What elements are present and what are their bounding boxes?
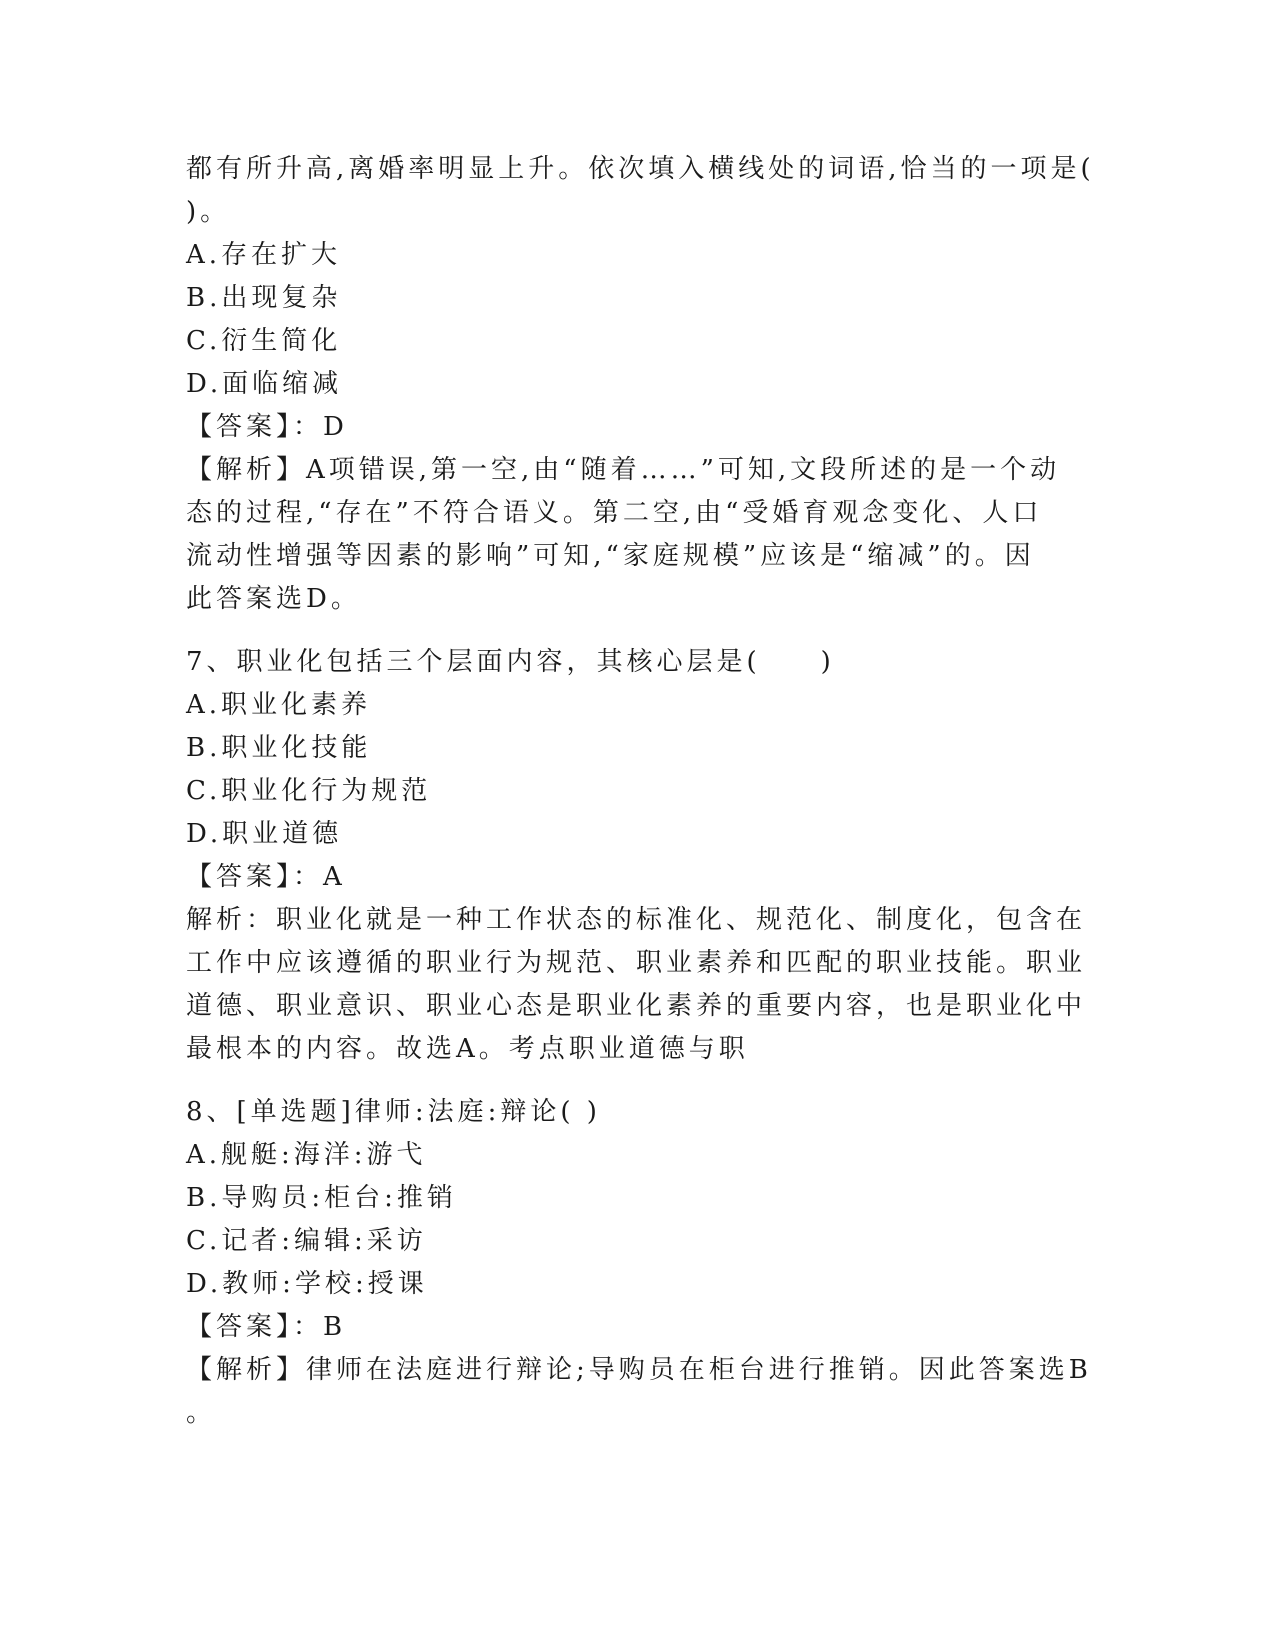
question-6-continued bbox=[186, 148, 1095, 621]
analysis-line: 流动性增强等因素的影响”可知,“家庭规模”应该是“缩减”的。因 bbox=[186, 541, 1035, 571]
analysis-line: 解析：职业化就是一种工作状态的标准化、规范化、制度化，包含在 bbox=[186, 905, 1087, 935]
option-b: B.出现复杂 bbox=[186, 283, 342, 313]
option-d: D.教师:学校:授课 bbox=[186, 1269, 428, 1299]
answer-line: 【答案】：A bbox=[186, 862, 346, 892]
question-spacer bbox=[186, 621, 1086, 641]
question-spacer bbox=[186, 1071, 1086, 1091]
option-c: C.记者:编辑:采访 bbox=[186, 1226, 427, 1256]
question-7 bbox=[186, 641, 1086, 1071]
option-d: D.职业道德 bbox=[186, 819, 343, 849]
option-a: A.舰艇:海洋:游弋 bbox=[186, 1140, 427, 1170]
analysis-line: 道德、职业意识、职业心态是职业化素养的重要内容，也是职业化中 bbox=[186, 991, 1087, 1021]
option-c: C.衍生简化 bbox=[186, 326, 342, 356]
analysis-line: 【解析】A项错误,第一空,由“随着……”可知,文段所述的是一个动 bbox=[186, 455, 1061, 485]
analysis-line: 工作中应该遵循的职业行为规范、职业素养和匹配的职业技能。职业 bbox=[186, 948, 1087, 978]
question-stem: 7、职业化包括三个层面内容，其核心层是( ) bbox=[186, 647, 835, 677]
question-stem: 8、[单选题]律师:法庭:辩论( ) bbox=[186, 1097, 601, 1127]
option-b: B.职业化技能 bbox=[186, 733, 372, 763]
question-stem-line: 都有所升高,离婚率明显上升。依次填入横线处的词语,恰当的一项是( bbox=[186, 154, 1095, 184]
option-a: A.存在扩大 bbox=[186, 240, 342, 270]
analysis-line: 最根本的内容。故选A。考点职业道德与职 bbox=[186, 1034, 749, 1064]
analysis-line: 【解析】律师在法庭进行辩论;导购员在柜台进行推销。因此答案选B bbox=[186, 1355, 1092, 1385]
option-a: A.职业化素养 bbox=[186, 690, 372, 720]
answer-line: 【答案】：B bbox=[186, 1312, 347, 1342]
analysis-line: 此答案选D。 bbox=[186, 584, 361, 614]
option-b: B.导购员:柜台:推销 bbox=[186, 1183, 457, 1213]
analysis-line: 态的过程,“存在”不符合语义。第二空,由“受婚育观念变化、人口 bbox=[186, 498, 1043, 528]
option-d: D.面临缩减 bbox=[186, 369, 343, 399]
answer-line: 【答案】：D bbox=[186, 412, 348, 442]
document-page bbox=[186, 148, 1095, 1435]
question-stem-line: )。 bbox=[186, 197, 231, 227]
question-8 bbox=[186, 1091, 1092, 1435]
analysis-line: 。 bbox=[186, 1398, 217, 1428]
option-c: C.职业化行为规范 bbox=[186, 776, 432, 806]
